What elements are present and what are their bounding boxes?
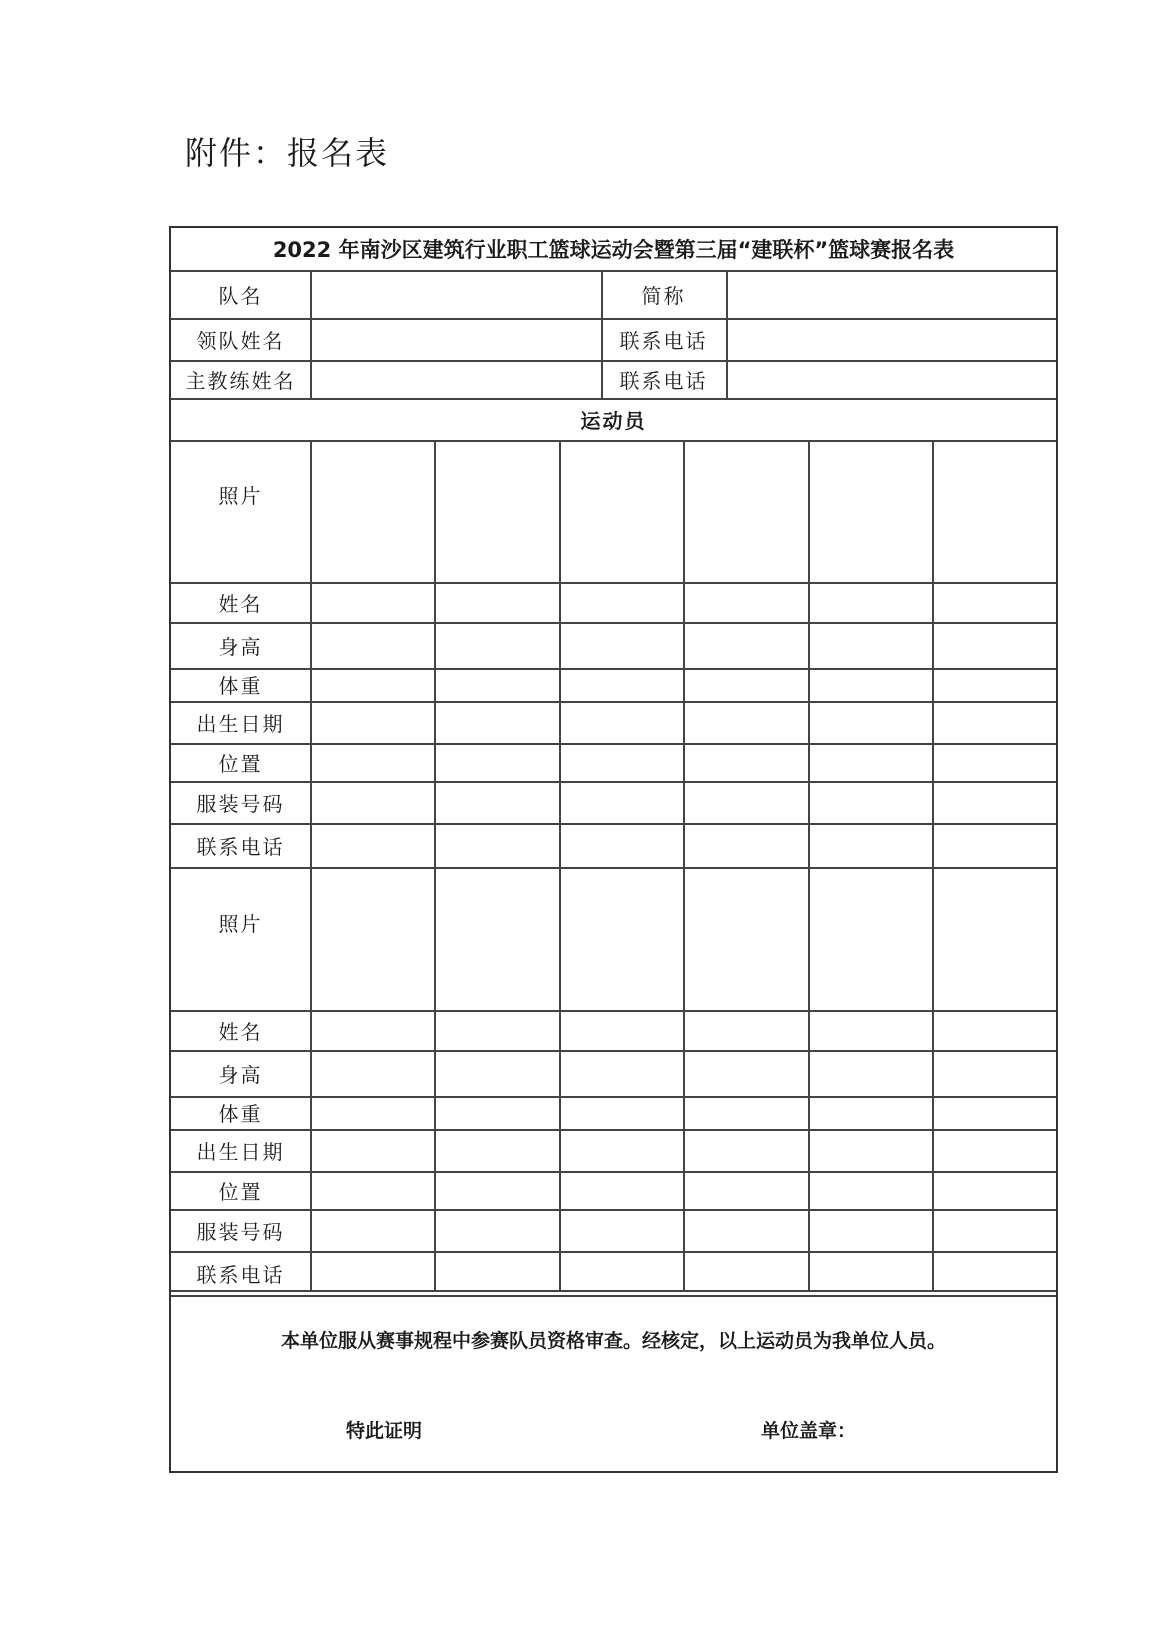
athlete-input-cell[interactable] bbox=[683, 1010, 808, 1050]
athlete-input-cell[interactable] bbox=[683, 1209, 808, 1251]
athlete-input-cell[interactable] bbox=[559, 1209, 683, 1251]
athlete-input-cell[interactable] bbox=[310, 701, 434, 743]
athlete-field-label: 体重 bbox=[218, 1102, 263, 1126]
athlete-input-cell[interactable] bbox=[434, 823, 559, 867]
athlete-field-label: 出生日期 bbox=[196, 1139, 285, 1164]
athlete-input-cell[interactable] bbox=[683, 1129, 808, 1171]
photo-cell[interactable] bbox=[683, 868, 808, 1010]
athlete-input-cell[interactable] bbox=[559, 622, 683, 668]
athlete-input-cell[interactable] bbox=[434, 1010, 559, 1050]
athlete-field-label: 联系电话 bbox=[196, 834, 285, 859]
athlete-input-cell[interactable] bbox=[434, 1129, 559, 1171]
leader-phone-field[interactable] bbox=[726, 318, 1056, 360]
athlete-input-cell[interactable] bbox=[932, 781, 1056, 823]
athlete-input-cell[interactable] bbox=[310, 1209, 434, 1251]
athlete-input-cell[interactable] bbox=[434, 743, 559, 781]
athlete-input-cell[interactable] bbox=[808, 1010, 932, 1050]
athlete-input-cell[interactable] bbox=[683, 1096, 808, 1129]
athlete-field-label: 服装号码 bbox=[196, 791, 285, 816]
athletes-header: 运动员 bbox=[580, 408, 647, 433]
registration-form bbox=[169, 226, 1058, 1473]
athlete-input-cell[interactable] bbox=[808, 1096, 932, 1129]
column-divider bbox=[310, 440, 312, 1290]
athlete-input-cell[interactable] bbox=[310, 622, 434, 668]
athlete-input-cell[interactable] bbox=[683, 668, 808, 701]
certify-label: 特此证明 bbox=[346, 1420, 423, 1442]
athlete-input-cell[interactable] bbox=[683, 1050, 808, 1096]
athlete-input-cell[interactable] bbox=[434, 781, 559, 823]
leader-phone-label: 联系电话 bbox=[619, 328, 708, 353]
leader-name-field[interactable] bbox=[310, 318, 601, 360]
athlete-input-cell[interactable] bbox=[808, 701, 932, 743]
athlete-input-cell[interactable] bbox=[683, 582, 808, 622]
athlete-input-cell[interactable] bbox=[932, 1251, 1056, 1295]
athlete-input-cell[interactable] bbox=[932, 823, 1056, 867]
athlete-input-cell[interactable] bbox=[310, 582, 434, 622]
athlete-input-cell[interactable] bbox=[310, 1129, 434, 1171]
athlete-input-cell[interactable] bbox=[808, 1209, 932, 1251]
athlete-input-cell[interactable] bbox=[683, 622, 808, 668]
athlete-input-cell[interactable] bbox=[932, 743, 1056, 781]
athlete-input-cell[interactable] bbox=[434, 1171, 559, 1209]
athlete-field-label: 姓名 bbox=[218, 1019, 263, 1044]
team-name-label: 队名 bbox=[218, 283, 263, 308]
athlete-input-cell[interactable] bbox=[932, 622, 1056, 668]
photo-cell[interactable] bbox=[808, 868, 932, 1010]
row-divider bbox=[171, 1295, 1056, 1297]
photo-cell[interactable] bbox=[932, 868, 1056, 1010]
athlete-field-label: 出生日期 bbox=[196, 711, 285, 736]
photo-cell[interactable] bbox=[310, 440, 434, 582]
athlete-input-cell[interactable] bbox=[808, 1171, 932, 1209]
column-divider bbox=[932, 440, 934, 1290]
photo-cell[interactable] bbox=[434, 440, 559, 582]
athlete-input-cell[interactable] bbox=[310, 668, 434, 701]
athlete-input-cell[interactable] bbox=[434, 622, 559, 668]
athlete-input-cell[interactable] bbox=[559, 781, 683, 823]
coach-name-label: 主教练姓名 bbox=[185, 368, 296, 393]
athlete-input-cell[interactable] bbox=[683, 701, 808, 743]
photo-cell[interactable] bbox=[434, 868, 559, 1010]
short-name-label: 简称 bbox=[641, 283, 686, 308]
photo-cell[interactable] bbox=[559, 440, 683, 582]
athlete-input-cell[interactable] bbox=[434, 582, 559, 622]
photo-label: 照片 bbox=[218, 484, 263, 508]
team-name-field[interactable] bbox=[310, 270, 601, 318]
athlete-input-cell[interactable] bbox=[434, 668, 559, 701]
athlete-input-cell[interactable] bbox=[808, 582, 932, 622]
athlete-input-cell[interactable] bbox=[932, 1010, 1056, 1050]
athlete-input-cell[interactable] bbox=[808, 1050, 932, 1096]
athlete-field-label: 身高 bbox=[218, 1062, 263, 1087]
photo-cell[interactable] bbox=[559, 868, 683, 1010]
athlete-field-label: 体重 bbox=[218, 674, 263, 698]
athlete-input-cell[interactable] bbox=[932, 1096, 1056, 1129]
column-divider bbox=[434, 440, 436, 1290]
photo-label: 照片 bbox=[218, 912, 263, 936]
athlete-input-cell[interactable] bbox=[559, 823, 683, 867]
athlete-input-cell[interactable] bbox=[932, 701, 1056, 743]
athlete-input-cell[interactable] bbox=[932, 1129, 1056, 1171]
athlete-input-cell[interactable] bbox=[683, 823, 808, 867]
athlete-input-cell[interactable] bbox=[310, 1010, 434, 1050]
coach-phone-label: 联系电话 bbox=[619, 368, 708, 393]
photo-cell[interactable] bbox=[932, 440, 1056, 582]
athlete-input-cell[interactable] bbox=[434, 1251, 559, 1295]
athlete-input-cell[interactable] bbox=[683, 1171, 808, 1209]
athlete-input-cell[interactable] bbox=[310, 1251, 434, 1295]
athlete-input-cell[interactable] bbox=[310, 1050, 434, 1096]
athlete-input-cell[interactable] bbox=[683, 781, 808, 823]
declaration-text: 本单位服从赛事规程中参赛队员资格审查。经核定，以上运动员为我单位人员。 bbox=[280, 1330, 946, 1352]
coach-phone-field[interactable] bbox=[726, 360, 1056, 398]
athlete-field-label: 联系电话 bbox=[196, 1262, 285, 1287]
photo-cell[interactable] bbox=[808, 440, 932, 582]
athlete-field-label: 位置 bbox=[218, 751, 263, 776]
athlete-input-cell[interactable] bbox=[932, 1209, 1056, 1251]
athlete-input-cell[interactable] bbox=[808, 823, 932, 867]
athlete-input-cell[interactable] bbox=[808, 1251, 932, 1295]
form-title: 2022 年南沙区建筑行业职工篮球运动会暨第三届“建联杯”篮球赛报名表 bbox=[272, 238, 955, 262]
athlete-input-cell[interactable] bbox=[808, 668, 932, 701]
athlete-input-cell[interactable] bbox=[808, 781, 932, 823]
athlete-input-cell[interactable] bbox=[310, 1171, 434, 1209]
athlete-input-cell[interactable] bbox=[932, 1171, 1056, 1209]
athlete-field-label: 身高 bbox=[218, 634, 263, 659]
athlete-input-cell[interactable] bbox=[434, 1050, 559, 1096]
athlete-field-label: 服装号码 bbox=[196, 1219, 285, 1244]
athlete-input-cell[interactable] bbox=[559, 582, 683, 622]
photo-cell[interactable] bbox=[683, 440, 808, 582]
athlete-input-cell[interactable] bbox=[310, 781, 434, 823]
coach-name-field[interactable] bbox=[310, 360, 601, 398]
athlete-input-cell[interactable] bbox=[808, 1129, 932, 1171]
athlete-input-cell[interactable] bbox=[559, 1050, 683, 1096]
athlete-input-cell[interactable] bbox=[932, 1050, 1056, 1096]
athlete-input-cell[interactable] bbox=[559, 1171, 683, 1209]
short-name-field[interactable] bbox=[726, 270, 1056, 318]
photo-cell[interactable] bbox=[310, 868, 434, 1010]
athlete-field-label: 位置 bbox=[218, 1179, 263, 1204]
athlete-input-cell[interactable] bbox=[559, 1129, 683, 1171]
athlete-input-cell[interactable] bbox=[434, 701, 559, 743]
athlete-input-cell[interactable] bbox=[808, 622, 932, 668]
athlete-input-cell[interactable] bbox=[559, 1010, 683, 1050]
athlete-input-cell[interactable] bbox=[310, 823, 434, 867]
seal-label: 单位盖章： bbox=[761, 1420, 857, 1442]
athlete-input-cell[interactable] bbox=[559, 668, 683, 701]
athlete-input-cell[interactable] bbox=[559, 1251, 683, 1295]
athlete-input-cell[interactable] bbox=[559, 1096, 683, 1129]
leader-name-label: 领队姓名 bbox=[196, 328, 285, 353]
athlete-input-cell[interactable] bbox=[683, 1251, 808, 1295]
athlete-input-cell[interactable] bbox=[559, 743, 683, 781]
column-divider bbox=[808, 440, 810, 1290]
athlete-input-cell[interactable] bbox=[932, 668, 1056, 701]
athlete-input-cell[interactable] bbox=[434, 1096, 559, 1129]
athlete-input-cell[interactable] bbox=[683, 743, 808, 781]
athlete-field-label: 姓名 bbox=[218, 591, 263, 616]
attachment-title: 附件：报名表 bbox=[185, 134, 390, 172]
athlete-input-cell[interactable] bbox=[310, 1096, 434, 1129]
athlete-input-cell[interactable] bbox=[434, 1209, 559, 1251]
athlete-input-cell[interactable] bbox=[932, 582, 1056, 622]
column-divider bbox=[683, 440, 685, 1290]
column-divider bbox=[559, 440, 561, 1290]
athlete-input-cell[interactable] bbox=[559, 701, 683, 743]
athlete-input-cell[interactable] bbox=[808, 743, 932, 781]
athlete-input-cell[interactable] bbox=[310, 743, 434, 781]
